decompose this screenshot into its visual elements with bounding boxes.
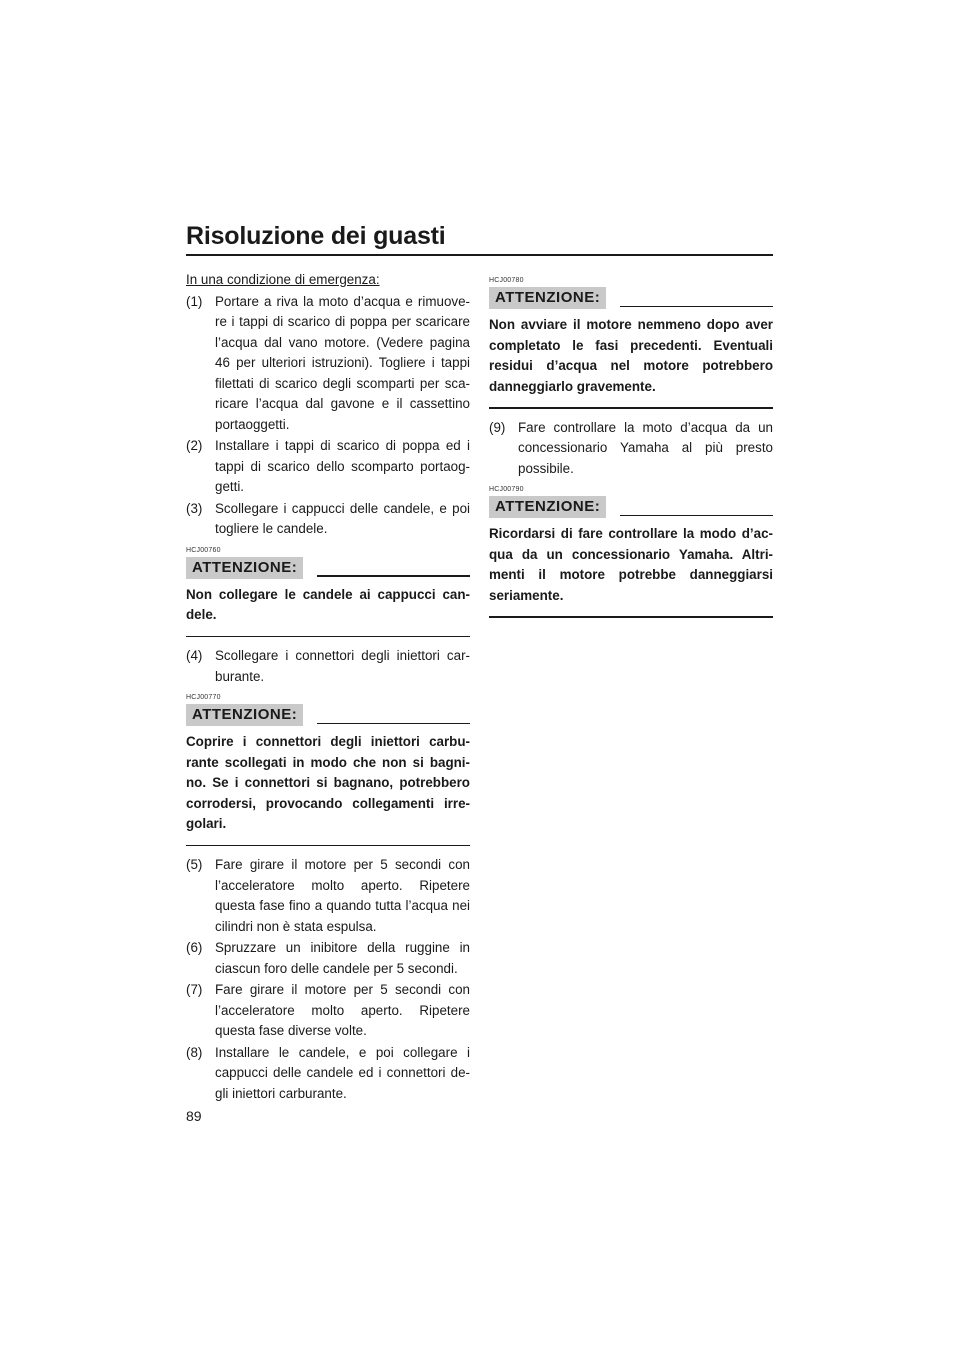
- step-text: Installare i tappi di scarico di poppa ed i tappi di scarico dello scomparto portaog-getti.: [215, 438, 470, 494]
- step-text: Fare girare il motore per 5 secondi con l’acceleratore molto aperto. Ripetere questa fase fino a quando tutta l’acqua nei cilindri non è stata espulsa.: [215, 857, 470, 934]
- warning-bottom-rule: [489, 407, 773, 409]
- warning-header: [489, 287, 773, 309]
- warning-text: Ricordarsi di fare controllare la modo d’ac-qua da un concessionario Yamaha. Altri-menti il motore potrebbe danneggiarsi seriamente.: [489, 526, 773, 603]
- step-6: [186, 938, 470, 979]
- step-text: Fare girare il motore per 5 secondi con l’acceleratore molto aperto. Ripetere questa fase diverse volte.: [215, 982, 470, 1038]
- warning-bottom-rule: [489, 616, 773, 618]
- step-text: Spruzzare un inibitore della ruggine in ciascun foro delle candele per 5 secondi.: [215, 940, 470, 976]
- step-9: [489, 418, 773, 480]
- warning-text: Coprire i connettori degli iniettori carbu-rante scollegati in modo che non si bagni-no. Se i connettori si bagnano, potrebbero corrodersi, provocando collegamenti irre-golari.: [186, 734, 470, 831]
- warning-bottom-rule: [186, 845, 470, 847]
- step-number: (3): [186, 500, 203, 516]
- step-number: (7): [186, 982, 203, 997]
- title-rule: [186, 254, 773, 256]
- step-4: [186, 646, 470, 687]
- warning-code: HCJ00770: [186, 694, 221, 701]
- step-number: (8): [186, 1044, 203, 1060]
- step-number: (4): [186, 648, 203, 663]
- step-text: Installare le candele, e poi collegare i cappucci delle candele ed i connettori de-gli iniettori carburante.: [215, 1044, 470, 1101]
- step-8: [186, 1043, 470, 1105]
- warning-rule: [620, 515, 773, 517]
- step-number: (9): [489, 419, 506, 435]
- step-1: [186, 292, 470, 436]
- step-3: [186, 499, 470, 540]
- warning-badge: ATTENZIONE:: [186, 704, 303, 726]
- warning-badge: ATTENZIONE:: [489, 496, 606, 518]
- left-column: [186, 270, 470, 1105]
- warning-header: [186, 704, 470, 726]
- warning-rule: [620, 306, 773, 308]
- warning-rule: [317, 575, 470, 577]
- warning-rule: [317, 723, 470, 725]
- warning-code: HCJ00790: [489, 486, 524, 493]
- step-7: [186, 980, 470, 1042]
- step-text: Scollegare i cappucci delle candele, e poi togliere le candele.: [215, 500, 470, 536]
- warning-code: HCJ00760: [186, 546, 221, 554]
- warning-header: [186, 557, 470, 579]
- step-2: [186, 436, 470, 498]
- step-text: Portare a riva la moto d’acqua e rimuove-re i tappi di scarico di poppa per scaricare l’acqua dal vano motore. (Vedere pagina 46 per ulteriori istruzioni). Togliere i tappi filettati di scarico degli scomparti per sca-ricare l’acqua dal gavone e il cassettino portaoggetti.: [215, 293, 470, 432]
- emergency-subheading: In una condizione di emergenza:: [186, 272, 380, 287]
- warning-text: Non avviare il motore nemmeno dopo aver completato le fasi precedenti. Eventuali residui d’acqua nel motore potrebbero danneggiarlo gravemente.: [489, 317, 773, 394]
- right-column: [489, 270, 773, 627]
- step-text: Fare controllare la moto d’acqua da un concessionario Yamaha al più presto possibile.: [518, 419, 773, 476]
- warning-badge: ATTENZIONE:: [186, 557, 303, 579]
- step-text: Scollegare i connettori degli iniettori car-burante.: [215, 648, 470, 684]
- step-number: (5): [186, 857, 203, 872]
- warning-bottom-rule: [186, 636, 470, 638]
- page-title: Risoluzione dei guasti: [186, 222, 446, 250]
- warning-header: [489, 496, 773, 518]
- warning-badge: ATTENZIONE:: [489, 287, 606, 309]
- page-number: 89: [186, 1108, 202, 1124]
- step-number: (1): [186, 293, 203, 309]
- warning-code: HCJ00780: [489, 277, 524, 284]
- step-number: (6): [186, 940, 203, 955]
- step-5: [186, 855, 470, 937]
- warning-text: Non collegare le candele ai cappucci can-dele.: [186, 586, 470, 622]
- step-number: (2): [186, 438, 203, 453]
